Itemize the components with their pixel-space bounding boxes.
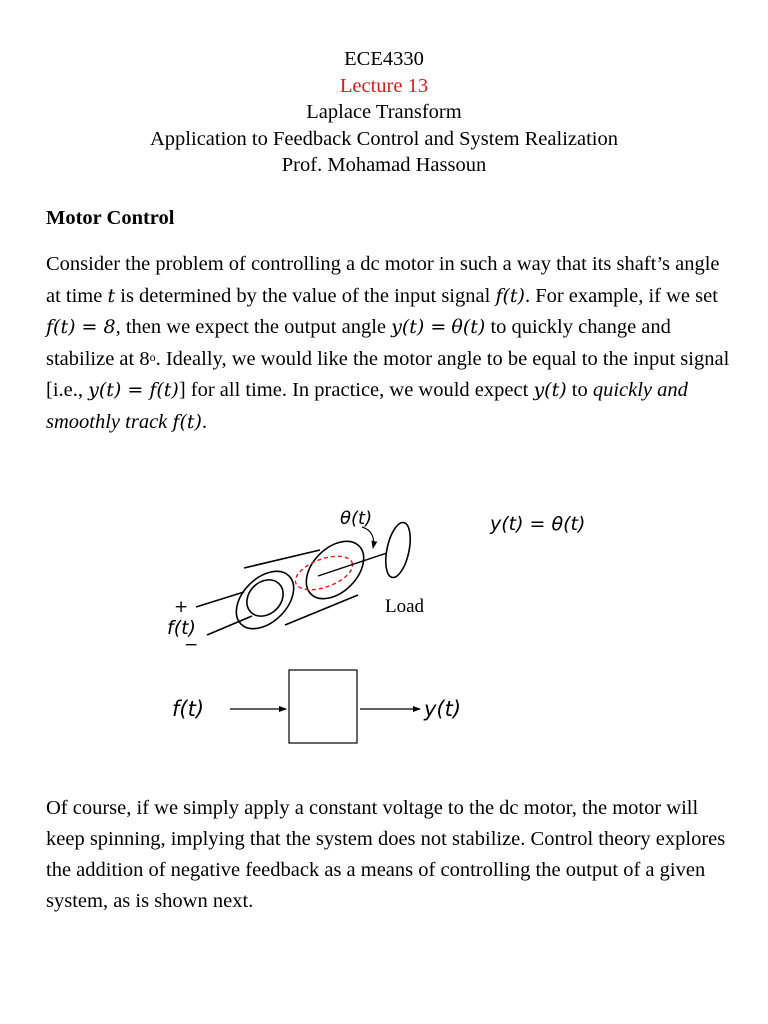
text: ] for all time. In practice, we would expect (178, 379, 534, 401)
block-output-label: y(t) (424, 697, 462, 721)
text: . (201, 410, 208, 433)
lecture-number: Lecture 13 (339, 74, 429, 97)
text: is determined by the value of the input signal (115, 284, 496, 307)
motor-bottom-edge (285, 595, 358, 625)
text: to (566, 379, 593, 401)
math-eq-f-8: f(t) = 8 (46, 316, 116, 338)
lecture-topic: Laplace Transform (306, 101, 462, 123)
load-disk (381, 520, 414, 579)
math-f-t: f(t) (172, 410, 202, 433)
text: , then we expect the output angle (115, 316, 392, 338)
text: . For example, if we set (524, 284, 718, 307)
motor-drawing (196, 520, 415, 639)
block-input-label: f(t) (172, 697, 205, 721)
lecture-author: Prof. Mohamad Hassoun (281, 154, 487, 176)
emphasis-text: quickly and smoothly track (46, 379, 688, 433)
math-f-t: f(t) (495, 284, 525, 307)
degree-sign: o (149, 349, 156, 364)
motor-front-face (225, 560, 304, 639)
lecture-header (0, 46, 768, 179)
math-eq-y: y(t) = (391, 316, 447, 338)
section-title: Motor Control (46, 207, 175, 229)
paragraph-motor-control (46, 249, 736, 438)
math-eq-y-f: y(t) = f(t) (88, 379, 179, 401)
math-t: t (107, 284, 116, 307)
math-theta: θ(t) (451, 316, 486, 338)
minus-sign: − (184, 635, 199, 655)
course-code: ECE4330 (344, 48, 424, 70)
paragraph-feedback-intro: Of course, if we simply apply a constant voltage to the dc motor, the motor will keep spinning, implying that the system does not stabilize. Control theory explores the addition of negative feedback as a means of controlling the output of a given system, as is shown next. (46, 797, 726, 912)
motor-diagram (0, 470, 768, 770)
plus-sign: + (174, 597, 189, 617)
system-block (289, 670, 357, 743)
math-y-t: y(t) (533, 379, 567, 401)
theta-label: θ(t) (340, 508, 373, 529)
text: to quickly change and stabilize at 8 (46, 316, 671, 370)
block-diagram (172, 670, 461, 743)
input-voltage-label: f(t) (167, 617, 196, 639)
load-label: Load (385, 596, 425, 617)
output-equation: y(t) = θ(t) (490, 513, 586, 535)
text: . Ideally, we would like the motor angle to be equal to the input signal [i.e., (46, 347, 730, 401)
lecture-subtitle: Application to Feedback Control and System Realization (150, 127, 618, 150)
text: Consider the problem of controlling a dc motor in such a way that its shaft’s angle at time (46, 253, 720, 307)
theta-arrow (362, 527, 374, 548)
